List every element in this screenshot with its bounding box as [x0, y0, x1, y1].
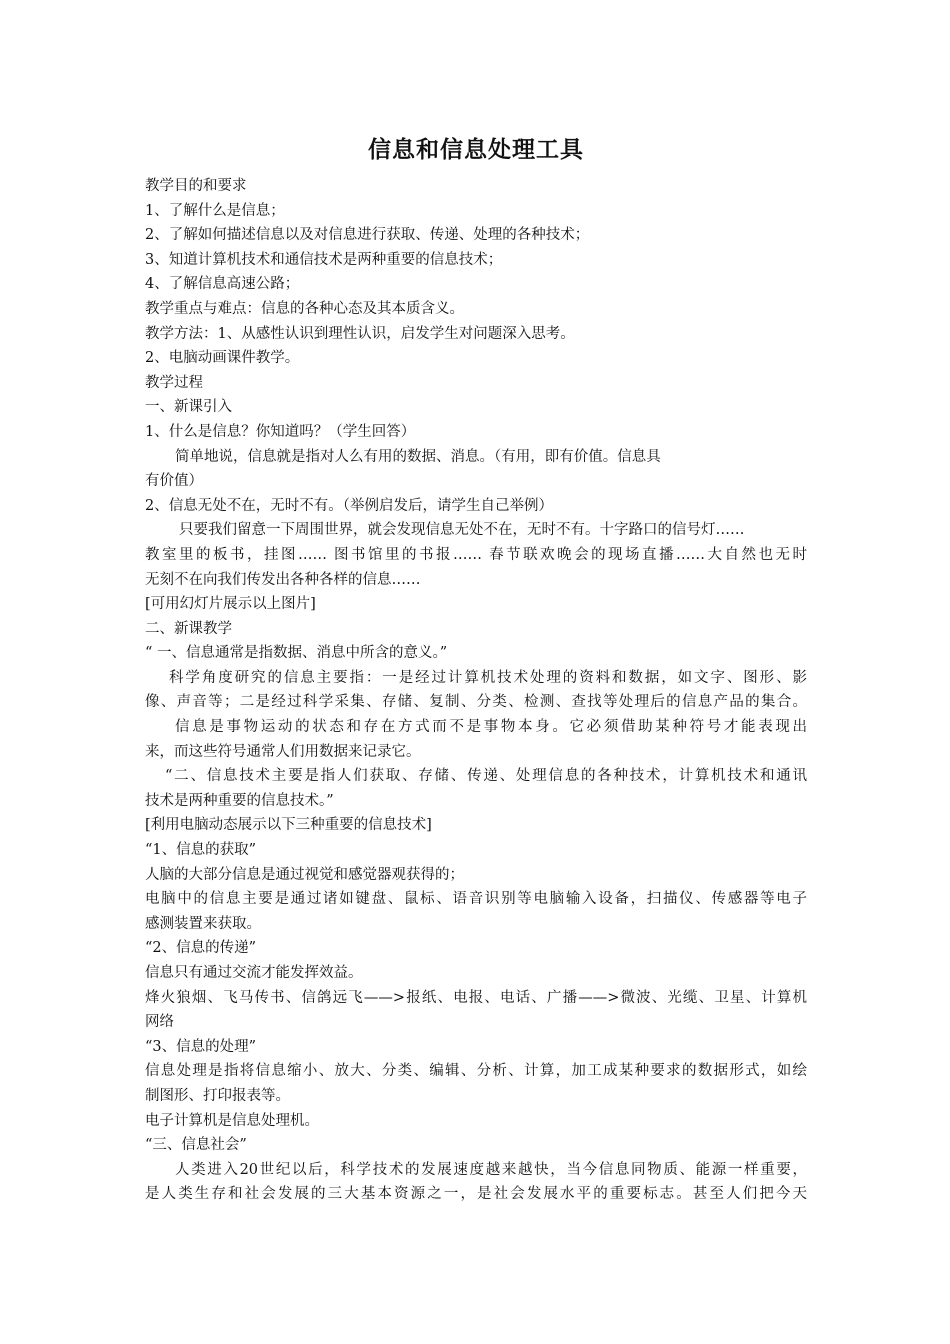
- text-line: 人脑的大部分信息是通过视觉和感觉器观获得的；: [145, 866, 464, 883]
- subsection-heading: 一、新课引入: [145, 399, 232, 416]
- text-line: 电脑中的信息主要是通过诸如键盘、鼠标、语音识别等电脑输入设备，扫描仪、传感器等电子: [145, 891, 807, 908]
- teaching-method-line: 2、电脑动画课件教学。: [145, 350, 300, 367]
- section-heading-objectives: 教学目的和要求: [145, 178, 247, 194]
- objective-item: 3、知道计算机技术和通信技术是两种重要的信息技术；: [145, 251, 503, 268]
- objective-item: 1、了解什么是信息；: [145, 202, 285, 219]
- quote-heading: “3、信息的处理”: [145, 1038, 257, 1055]
- quote-heading: “1、信息的获取”: [145, 842, 257, 859]
- document-title: 信息和信息处理工具: [368, 137, 584, 163]
- text-line: 电子计算机是信息处理机。: [145, 1112, 319, 1129]
- paragraph-line: 科学角度研究的信息主要指：一是经过计算机技术处理的资料和数据，如文字、图形、影: [169, 669, 807, 686]
- paragraph-line: 有价值）: [145, 473, 203, 490]
- text-line: 感测装置来获取。: [145, 915, 261, 932]
- paragraph-line: 教室里的板书，挂图…… 图书馆里的书报…… 春节联欢晚会的现场直播……大自然也无时: [145, 546, 807, 563]
- quote-heading: “三、信息社会”: [145, 1137, 247, 1154]
- objective-item: 4、了解信息高速公路；: [145, 276, 300, 293]
- text-line: 1、什么是信息？你知道吗？（学生回答）: [145, 423, 416, 440]
- quote-heading: “ 一、信息通常是指数据、消息中所含的意义。”: [145, 645, 448, 662]
- text-line: 制图形、打印报表等。: [145, 1087, 290, 1104]
- quote-heading: “二、信息技术主要是指人们获取、存储、传递、处理信息的各种技术，计算机技术和通讯: [165, 768, 807, 785]
- teaching-method-line: 教学方法：1、从感性认识到理性认识，启发学生对问题深入思考。: [145, 325, 575, 342]
- document-page: [145, 128, 807, 1207]
- section-heading-process: 教学过程: [145, 374, 203, 391]
- paragraph-line: 来，而这些符号通常人们用数据来记录它。: [145, 743, 421, 760]
- paragraph-line: 只要我们留意一下周围世界，就会发现信息无处不在，无时不有。十字路口的信号灯……: [179, 522, 745, 539]
- paragraph-line: 无刻不在向我们传发出各种各样的信息……: [145, 571, 421, 588]
- text-line: 网络: [145, 1014, 174, 1031]
- text-line: 信息只有通过交流才能发挥效益。: [145, 965, 363, 981]
- quote-heading: 技术是两种重要的信息技术。”: [145, 792, 334, 809]
- paragraph-line: 信息是事物运动的状态和存在方式而不是事物本身。它必须借助某种符号才能表现出: [175, 719, 807, 736]
- subsection-heading: 二、新课教学: [145, 620, 232, 637]
- paragraph-line: 简单地说，信息就是指对人么有用的数据、消息。（有用，即有价值。信息具: [175, 448, 661, 465]
- quote-heading: “2、信息的传递”: [145, 940, 257, 957]
- text-line: 信息处理是指将信息缩小、放大、分类、编辑、分析、计算，加工成某种要求的数据形式，如绘: [145, 1063, 807, 1080]
- note-line: [可用幻灯片展示以上图片]: [145, 596, 316, 613]
- text-line: 2、信息无处不在，无时不有。（举例启发后，请学生自己举例）: [145, 497, 553, 514]
- objective-item: 2、了解如何描述信息以及对信息进行获取、传递、处理的各种技术；: [145, 227, 590, 244]
- paragraph-line: 是人类生存和社会发展的三大基本资源之一，是社会发展水平的重要标志。甚至人们把今天: [145, 1186, 807, 1203]
- paragraph-line: 人类进入20世纪以后，科学技术的发展速度越来越快，当今信息同物质、能源一样重要，: [175, 1161, 807, 1178]
- key-points-line: 教学重点与难点：信息的各种心态及其本质含义。: [145, 300, 464, 317]
- note-line: [利用电脑动态展示以下三种重要的信息技术]: [145, 817, 432, 834]
- text-line: 烽火狼烟、飞马传书、信鸽远飞——>报纸、电报、电话、广播——>微波、光缆、卫星、计算机: [145, 989, 807, 1006]
- paragraph-line: 像、声音等；二是经过科学采集、存储、复制、分类、检测、查找等处理后的信息产品的集合。: [145, 694, 807, 711]
